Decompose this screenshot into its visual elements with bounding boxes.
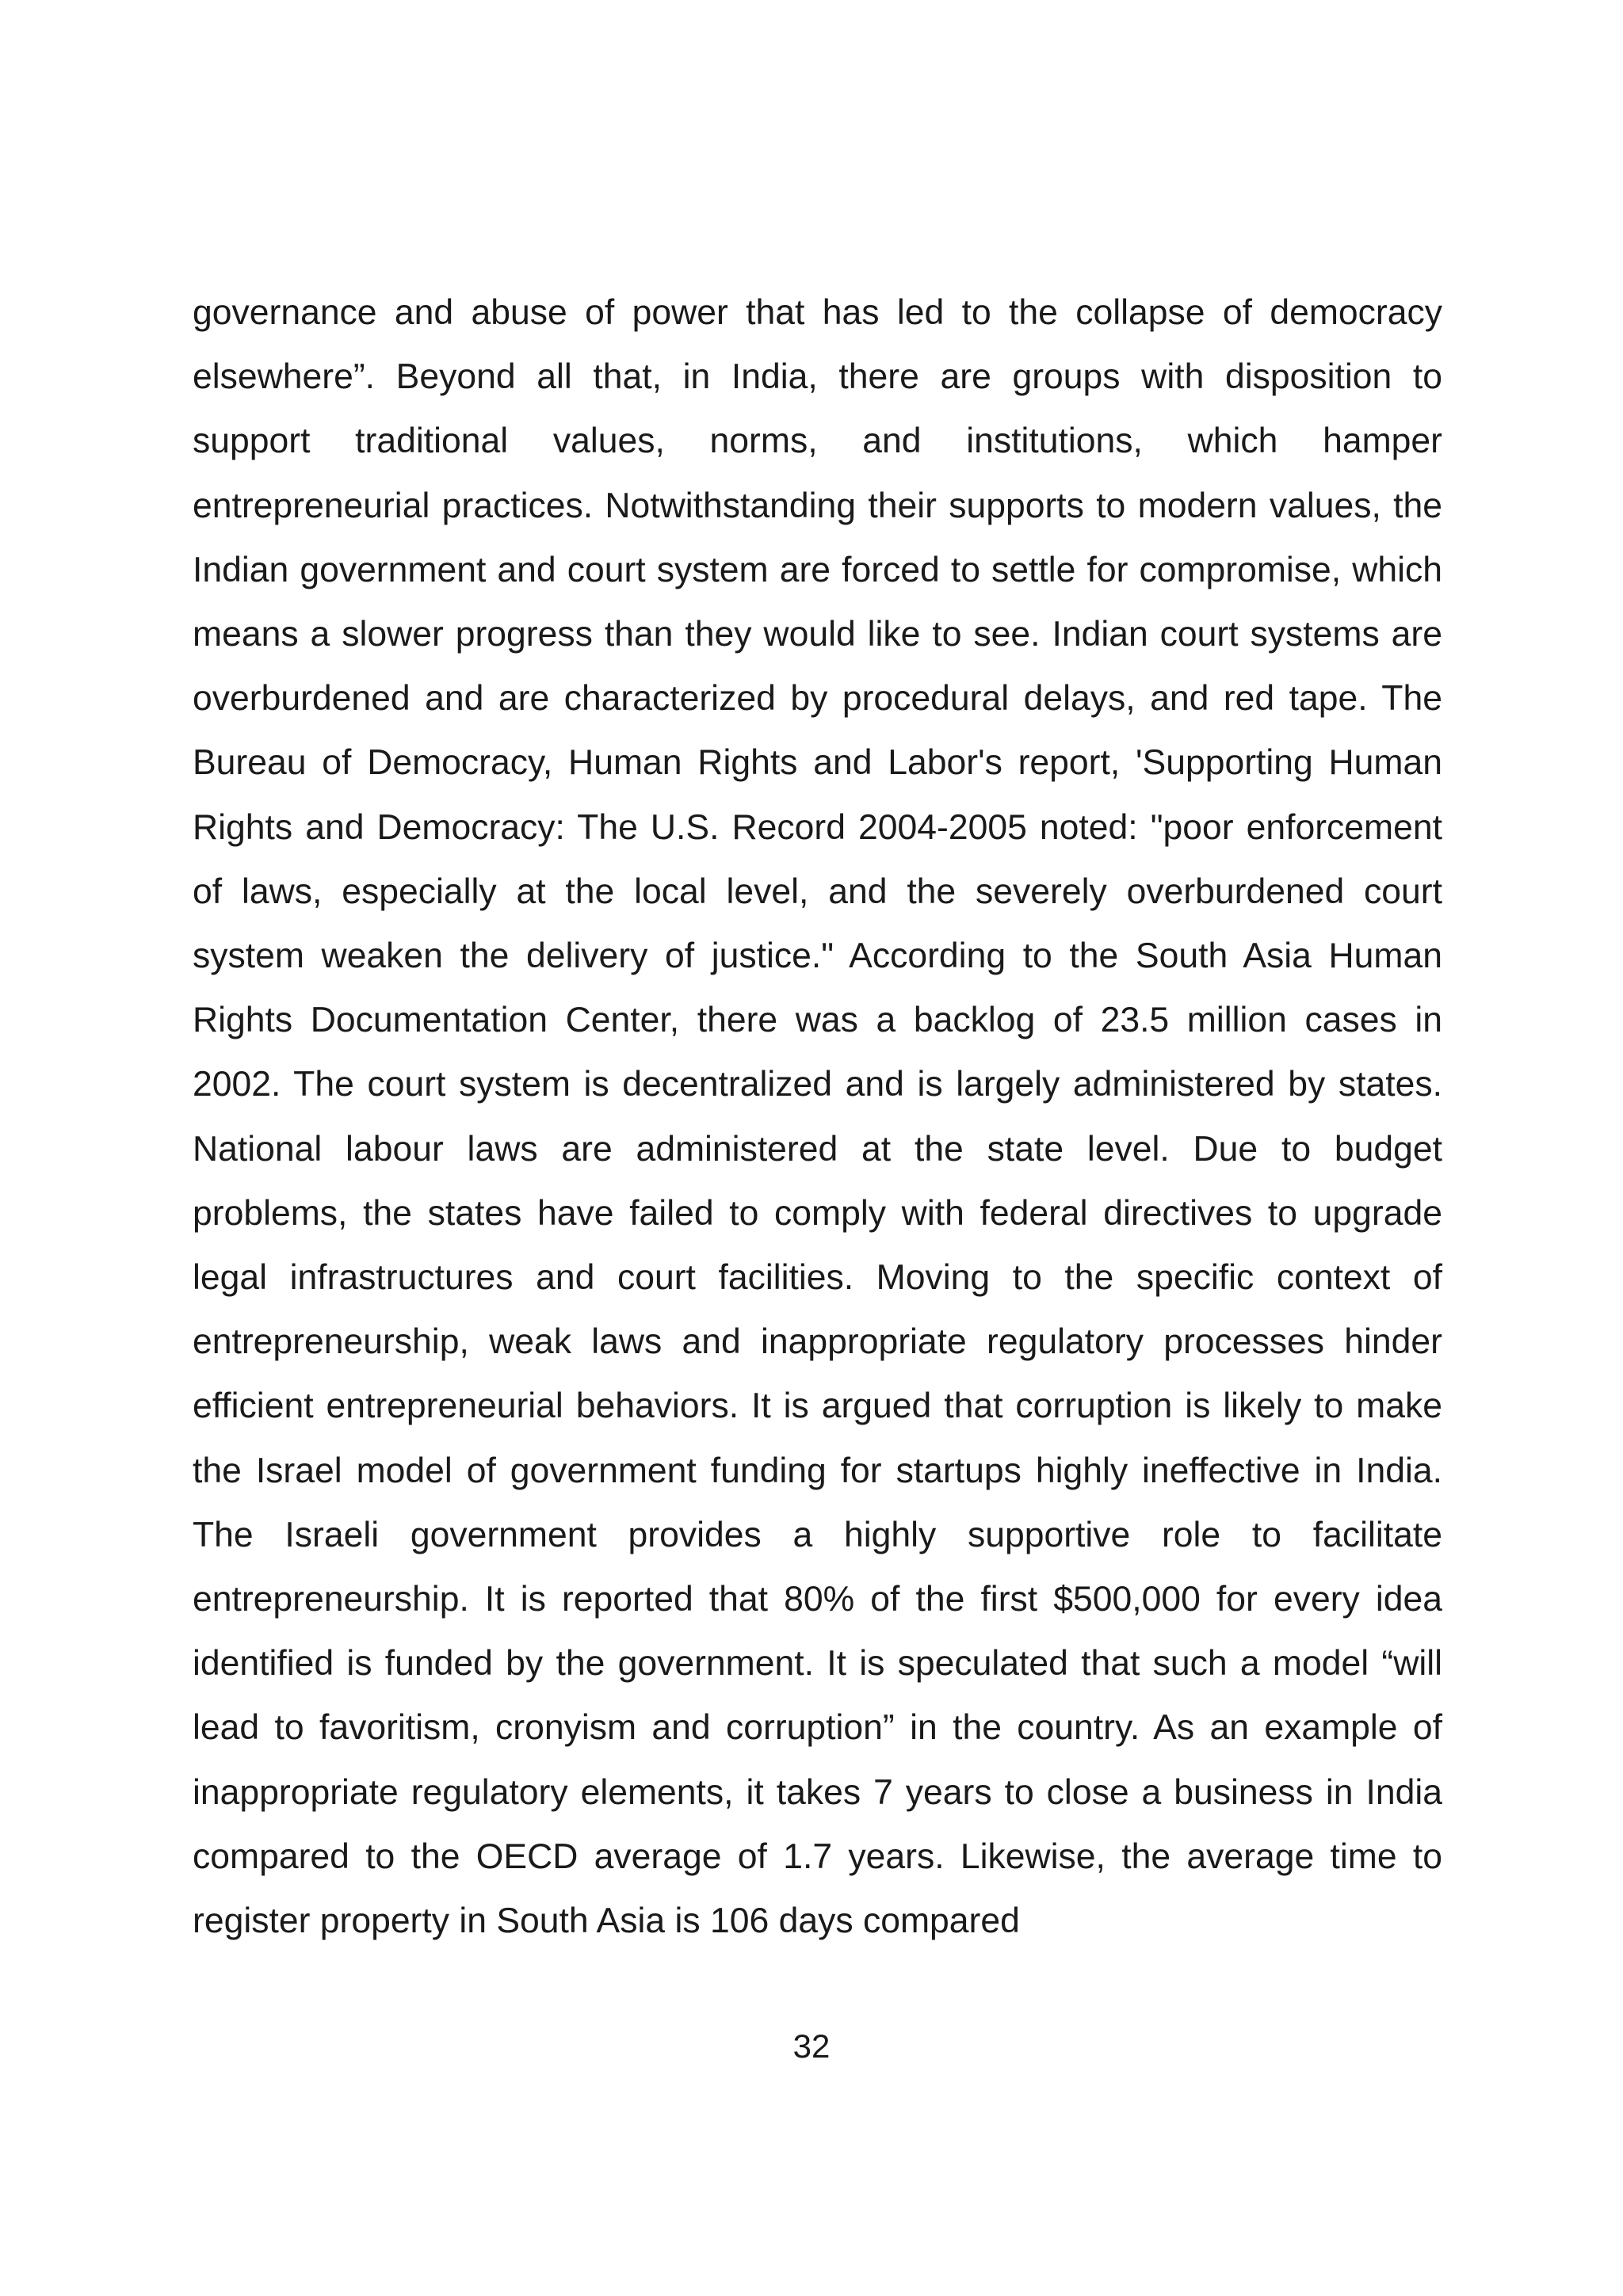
body-paragraph: governance and abuse of power that has led to the collapse of democracy elsewhere”. Beyond all that, in India, there are groups with disposition to support traditional values, norms, and institutions, which hamper entrepreneurial practices. Notwithstanding their supports to modern values, the Indian government and court system are forced to settle for compromise, which means a slower progress than they would like to see. Indian court systems are overburdened and are characterized by procedural delays, and red tape. The Bureau of Democracy, Human Rights and Labor's report, 'Supporting Human Rights and Democracy: The U.S. Record 2004-2005 noted: "poor enforcement of laws, especially at the local level, and the severely overburdened court system weaken the delivery of justice." According to the South Asia Human Rights Documentation Center, there was a backlog of 23.5 million cases in 2002. The court system is decentralized and is largely administered by states. National labour laws are administered at the state level. Due to budget problems, the states have failed to comply with federal directives to upgrade legal infrastructures and court facilities. Moving to the specific context of entrepreneurship, weak laws and inappropriate regulatory processes hinder efficient entrepreneurial behaviors. It is argued that corruption is likely to make the Israel model of government funding for startups highly ineffective in India. The Israeli government provides a highly supportive role to facilitate entrepreneurship. It is reported that 80% of the first $500,000 for every idea identified is funded by the government. It is speculated that such a model “will lead to favoritism, cronyism and corruption” in the country. As an example of inappropriate regulatory elements, it takes 7 years to close a business in India compared to the OECD average of 1.7 years. Likewise, the average time to register property in South Asia is 106 days compared [193,293,1442,1941]
page-number: 32 [792,2027,831,2065]
